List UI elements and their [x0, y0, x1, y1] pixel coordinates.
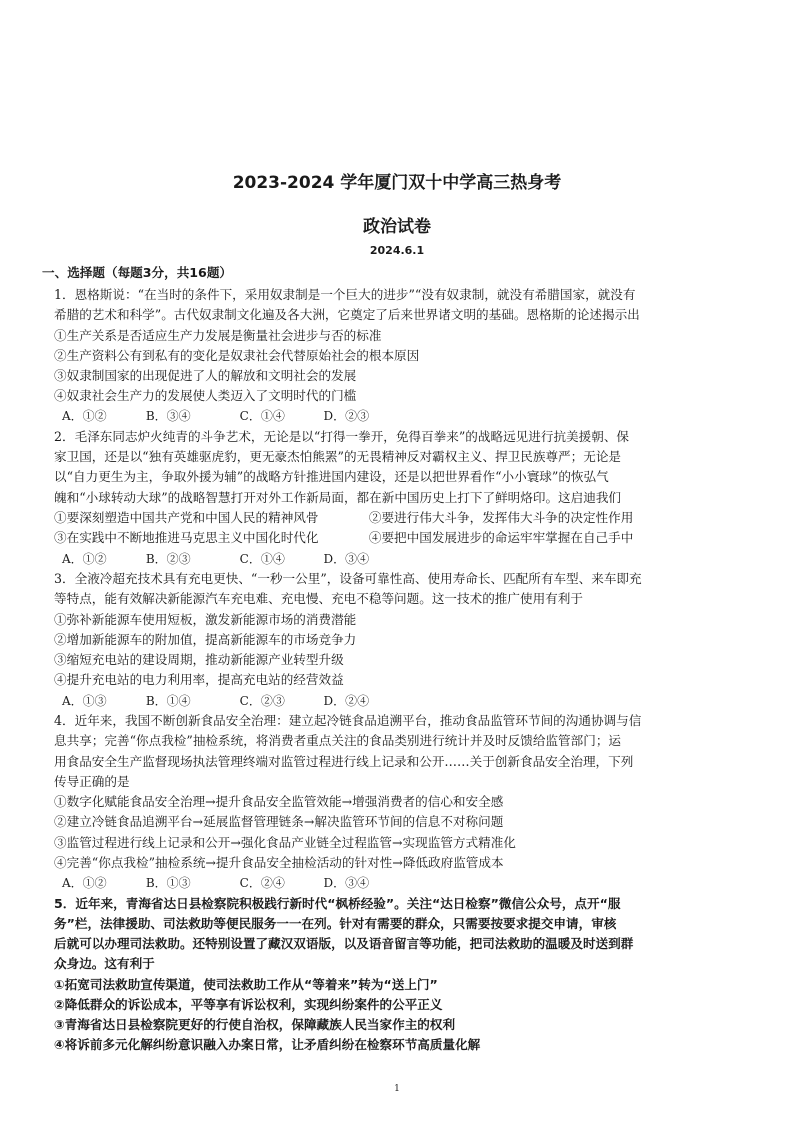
exam-date: 2024.6.1 — [369, 244, 425, 257]
question-4-choice-4: ④完善“你点我检”抽检系统→提升食品安全抽检活动的针对性→降低政府监管成本 — [54, 855, 504, 870]
option-a: A．①③ — [62, 694, 107, 708]
question-2-line-3: 以“自力更生为主，争取外援为辅”的战略方针推进国内建设，还是以把世界看作“小小寰球”的恢弘气 — [54, 469, 609, 484]
question-2-line-1: 2．毛泽东同志炉火纯青的斗争艺术，无论是以“打得一拳开，免得百拳来”的战略远见进行抗美援朝、保 — [54, 429, 630, 444]
question-4-line-2: 息共享；完善“你点我检”抽检系统，将消费者重点关注的食品类别进行统计并及时反馈给监管部门；运 — [54, 733, 622, 748]
question-2-choices-12: ①要深刻塑造中国共产党和中国人民的精神风骨 ②要进行伟大斗争，发挥伟大斗争的决定性作用 — [54, 510, 634, 525]
option-b: B．②③ — [145, 552, 191, 566]
question-1-choice-1: ①生产关系是否适应生产力发展是衡量社会进步与否的标准 — [54, 328, 382, 343]
question-5-choice-2: ②降低群众的诉讼成本，平等享有诉讼权利，实现纠纷案件的公平正义 — [54, 997, 443, 1012]
question-3-line-1: 3．全液冷超充技术具有充电更快、“一秒一公里”，设备可靠性高、使用寿命长、匹配所有车型、来车即充 — [54, 571, 642, 586]
exam-subject: 政治试卷 — [363, 217, 431, 237]
question-3-options — [62, 692, 369, 709]
question-5-line-4: 众身边。这有利于 — [54, 956, 155, 971]
option-a: A．①② — [62, 409, 107, 423]
question-5-choice-3: ③青海省达日县检察院更好的行使自治权，保障藏族人民当家作主的权利 — [54, 1017, 456, 1032]
option-d: D．③④ — [323, 876, 370, 890]
question-1-line-2: 希腊的艺术和科学”。古代奴隶制文化遍及各大洲，它奠定了后来世界诸文明的基础。恩格斯的论述揭示出 — [54, 307, 640, 322]
option-c: C．②③ — [239, 694, 285, 708]
question-3-choice-4: ④提升充电站的电力利用率，提高充电站的经营效益 — [54, 672, 344, 687]
question-5-line-1: 5．近年来，青海省达日县检察院积极践行新时代“枫桥经验”。关注“达日检察”微信公众号，点开“服 — [54, 896, 621, 911]
exam-title: 2023-2024 学年厦门双十中学高三热身考 — [232, 173, 562, 193]
option-a: A．①② — [62, 876, 107, 890]
question-3-line-2: 等特点，能有效解决新能源汽车充电难、充电慢、充电不稳等问题。这一技术的推广使用有利于 — [54, 591, 583, 606]
option-b: B．③④ — [145, 409, 191, 423]
question-1-choice-2: ②生产资料公有到私有的变化是奴隶社会代替原始社会的根本原因 — [54, 348, 420, 363]
option-d: D．②③ — [323, 409, 370, 423]
question-2-options — [62, 550, 369, 567]
question-3-choice-2: ②增加新能源车的附加值，提高新能源车的市场竞争力 — [54, 632, 357, 647]
question-5-choice-1: ①拓宽司法救助宣传渠道，使司法救助工作从“等着来”转为“送上门” — [54, 977, 438, 992]
question-5-line-3: 后就可以办理司法救助。还特别设置了藏汉双语版，以及语音留言等功能，把司法救助的温暖及时送到群 — [54, 936, 634, 951]
question-4-choice-3: ③监管过程进行线上记录和公开→强化食品产业链全过程监管→实现监管方式精准化 — [54, 835, 516, 850]
option-b: B．①③ — [145, 876, 191, 890]
question-4-choice-1: ①数字化赋能食品安全治理→提升食品安全监管效能→增强消费者的信心和安全感 — [54, 794, 504, 809]
question-5-line-2: 务”栏，法律援助、司法救助等便民服务一一在列。针对有需要的群众，只需要按要求提交申请，审核 — [54, 916, 617, 931]
option-d: D．③④ — [323, 552, 370, 566]
page-number: 1 — [394, 1084, 400, 1094]
question-2-line-4: 魄和“小球转动大球”的战略智慧打开对外工作新局面，都在新中国历史上打下了鲜明烙印。这启迪我们 — [54, 490, 622, 505]
question-4-line-1: 4．近年来，我国不断创新食品安全治理：建立起冷链食品追溯平台，推动食品监管环节间的沟通协调与信 — [54, 713, 642, 728]
question-4-line-3: 用食品安全生产监督现场执法管理终端对监管过程进行线上记录和公开……关于创新食品安全治理，下列 — [54, 754, 634, 769]
option-c: C．②④ — [239, 876, 285, 890]
question-1-choice-4: ④奴隶社会生产力的发展使人类迈入了文明时代的门槛 — [54, 388, 357, 403]
question-2-choices-34: ③在实践中不断地推进马克思主义中国化时代化 ④要把中国发展进步的命运牢牢掌握在自己手中 — [54, 530, 634, 545]
section-heading: 一、选择题（每题3分，共16题） — [42, 265, 233, 280]
question-1-choice-3: ③奴隶制国家的出现促进了人的解放和文明社会的发展 — [54, 368, 357, 383]
question-1-line-1: 1．恩格斯说：“在当时的条件下，采用奴隶制是一个巨大的进步”“没有奴隶制，就没有希腊国家，就没有 — [54, 287, 636, 302]
question-3-choice-1: ①弥补新能源车使用短板，激发新能源市场的消费潜能 — [54, 612, 357, 627]
option-d: D．②④ — [323, 694, 370, 708]
question-4-options — [62, 874, 369, 891]
option-a: A．①② — [62, 552, 107, 566]
question-5-choice-4: ④将诉前多元化解纠纷意识融入办案日常，让矛盾纠纷在检察环节高质量化解 — [54, 1037, 481, 1052]
option-b: B．①④ — [145, 694, 191, 708]
option-c: C．①④ — [239, 409, 285, 423]
question-3-choice-3: ③缩短充电站的建设周期，推动新能源产业转型升级 — [54, 652, 344, 667]
question-4-choice-2: ②建立冷链食品追溯平台→延展监督管理链条→解决监管环节间的信息不对称问题 — [54, 814, 504, 829]
question-4-line-4: 传导正确的是 — [54, 774, 130, 789]
question-1-options — [62, 407, 369, 424]
option-c: C．①④ — [239, 552, 285, 566]
question-2-line-2: 家卫国，还是以“独有英雄驱虎豹，更无豪杰怕熊罴”的无畏精神反对霸权主义、捍卫民族尊严；无论是 — [54, 449, 622, 464]
